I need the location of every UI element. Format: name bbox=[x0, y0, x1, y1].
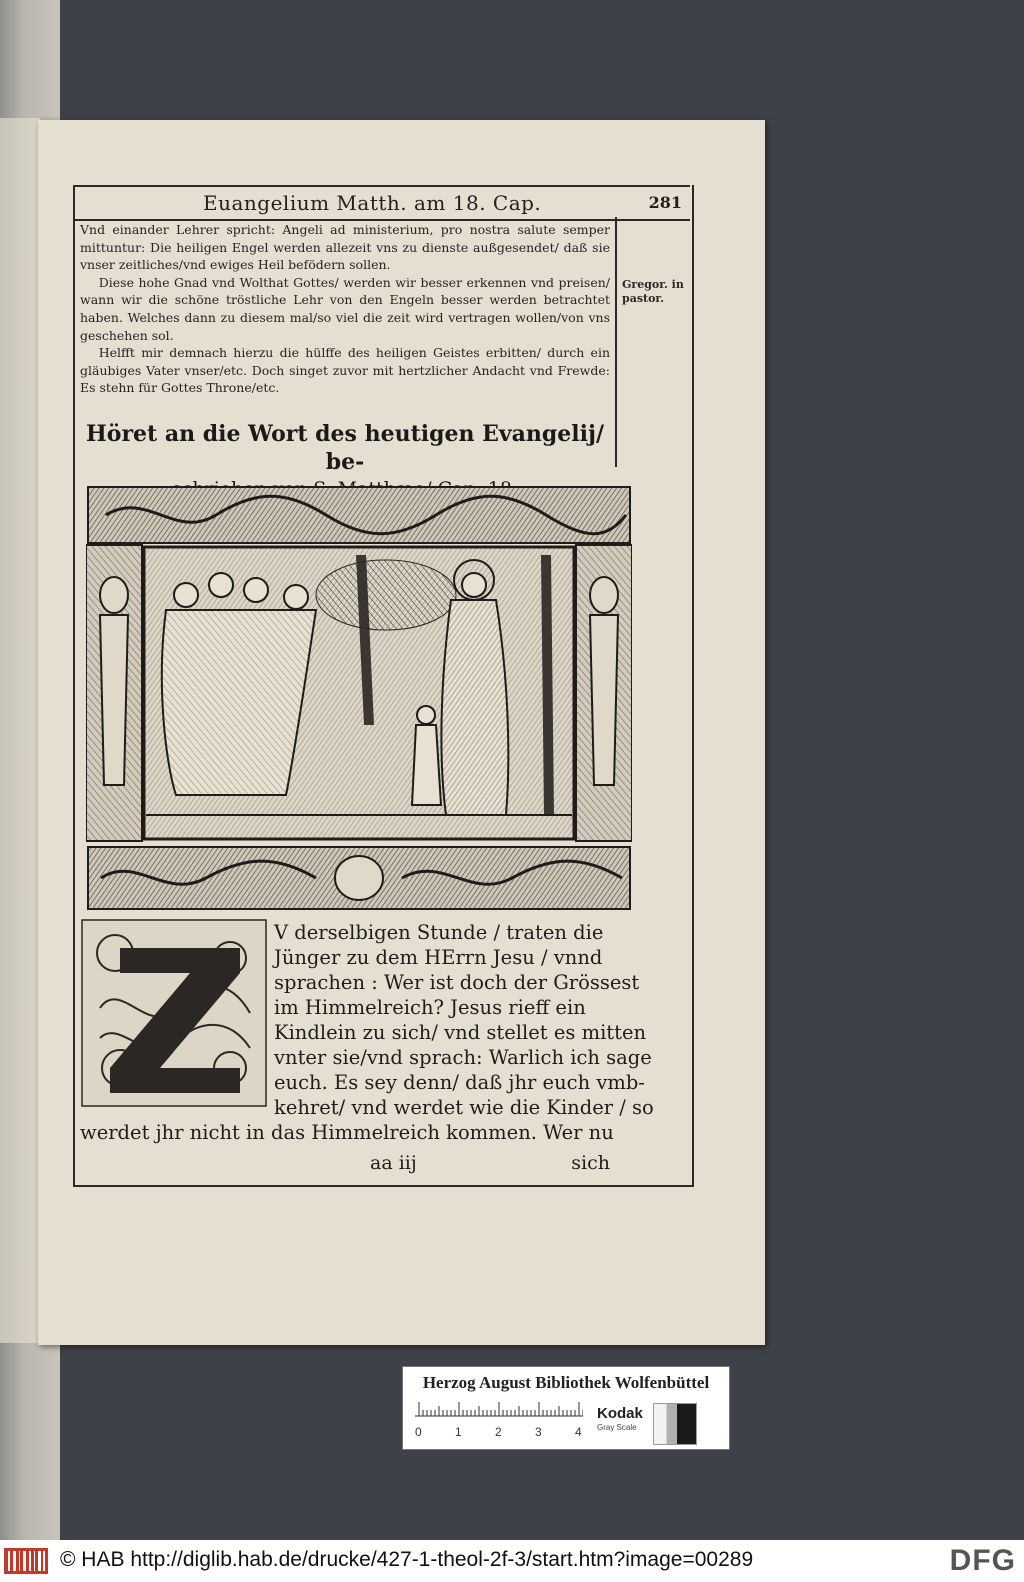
signature-line bbox=[80, 1152, 610, 1176]
gray-scale-label: Gray Scale bbox=[597, 1423, 637, 1432]
gospel-line: Jünger zu dem HErrn Jesu / vnnd bbox=[274, 946, 603, 969]
kodak-brand: Kodak bbox=[597, 1405, 643, 1422]
ruler-digit: 0 bbox=[415, 1425, 422, 1439]
margin-rule bbox=[615, 217, 617, 467]
intro-paragraph: Vnd einander Lehrer spricht: Angeli ad ministerium, pro nostra salute semper mittuntur: Die heiligen Engel werden allezeit vns zu dienste außgesendet/ daß sie vnser zeitliches/vnd ewiges Heil befödern sollen. bbox=[80, 222, 610, 273]
intro-paragraph: Diese hohe Gnad vnd Wolthat Gottes/ werden wir besser erkennen vnd preisen/ wann wir die schöne tröstliche Lehr von den Engeln besser werden betrachtet haben. Welches dann zu diesem mal/so viel die zeit wird vertragen wollen/von vns geschehen sol. bbox=[80, 274, 610, 343]
gospel-line: werdet jhr nicht in das Himmelreich kommen. Wer nu bbox=[80, 1121, 614, 1144]
gospel-text bbox=[80, 918, 654, 1178]
marginal-note-line: Gregor. in bbox=[622, 278, 684, 291]
gospel-line: vnter sie/vnd sprach: Warlich ich sage bbox=[274, 1046, 652, 1069]
marginal-note-line: pastor. bbox=[622, 292, 665, 305]
page-header bbox=[73, 185, 690, 221]
gray-scale-patch bbox=[653, 1403, 697, 1445]
gospel-line: Kindlein zu sich/ vnd stellet es mitten bbox=[274, 1021, 647, 1044]
barcode-icon bbox=[4, 1548, 48, 1574]
library-name: Herzog August Bibliothek Wolfenbüttel bbox=[422, 1373, 710, 1392]
signature-mark: aa iij bbox=[370, 1152, 417, 1174]
woodcut-illustration bbox=[86, 485, 632, 913]
previous-page-edge bbox=[0, 118, 40, 1343]
ruler-digit: 2 bbox=[495, 1425, 502, 1439]
intro-paragraph: Helfft mir demnach hierzu die hülffe des heiligen Geistes erbitten/ durch ein gläubiges Vater vnser/etc. Doch singet zuvor mit hertzlicher Andacht vnd Frewde: Es stehn für Gottes Throne/etc. bbox=[80, 345, 610, 396]
ruler-digit: 3 bbox=[535, 1425, 542, 1439]
decorated-initial-icon bbox=[80, 918, 268, 1108]
ruler-icon bbox=[415, 1401, 583, 1417]
marginal-note bbox=[622, 278, 688, 306]
heading-line-1: Höret an die Wort des heutigen Evangelij/ be- bbox=[85, 421, 605, 475]
gospel-line: V derselbigen Stunde / traten die bbox=[274, 921, 604, 944]
gospel-line: im Himmelreich? Jesus rieff ein bbox=[274, 996, 586, 1019]
catchword: sich bbox=[571, 1152, 610, 1174]
dfg-logo: DFG bbox=[949, 1544, 1016, 1577]
gospel-line: euch. Es sey denn/ daß jhr euch vmb- bbox=[274, 1071, 645, 1094]
page-number: 281 bbox=[648, 193, 682, 212]
scan-label-card bbox=[402, 1366, 730, 1450]
running-head: Euangelium Matth. am 18. Cap. bbox=[203, 191, 542, 215]
gospel-line: kehret/ vnd werdet wie die Kinder / so bbox=[274, 1096, 654, 1119]
source-url[interactable]: © HAB http://diglib.hab.de/drucke/427-1-theol-2f-3/start.htm?image=00289 bbox=[60, 1548, 754, 1571]
ruler-digit: 1 bbox=[455, 1425, 462, 1439]
ruler-digit: 4 bbox=[575, 1425, 582, 1439]
intro-text bbox=[80, 221, 610, 397]
gospel-line: sprachen : Wer ist doch der Grössest bbox=[274, 971, 640, 994]
footer-bar bbox=[0, 1540, 1024, 1582]
